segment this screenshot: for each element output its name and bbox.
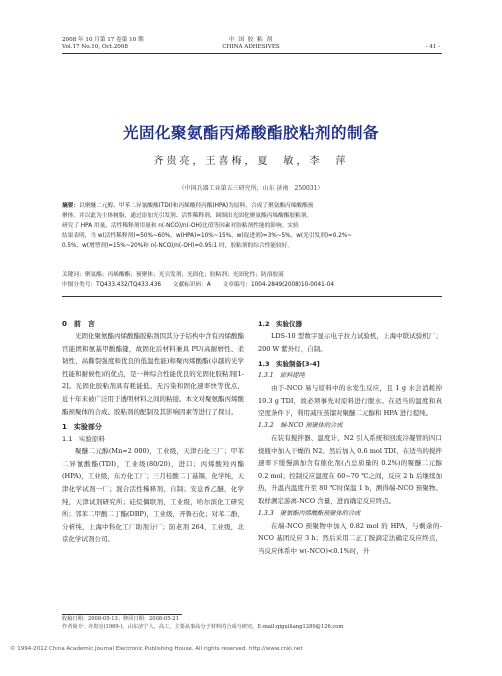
copyright-line bbox=[0, 646, 502, 652]
article-authors: 齐贵亮，王喜梅，夏 敏，李 萍 bbox=[153, 156, 349, 167]
copyright-text: © 1994-2012 China Academic Journal Electronic Publishing House. All rights reserved. http://www.cnki.net bbox=[10, 646, 303, 652]
document-code: 文献标识码：A bbox=[172, 281, 211, 288]
article-id: 文章编号：1004-2849(2008)10-0041-04 bbox=[222, 281, 335, 288]
paragraph: 在端-NCO 预聚物中加入 0.82 mol 的 HPA，与剩余的-NCO 基团反应 3 h；然后采用二正丁胺滴定法确定反应终点，当反应体系中 w(-NCO)<0.1%时，升 bbox=[258, 521, 442, 555]
left-column bbox=[62, 318, 244, 546]
abstract-block bbox=[62, 202, 442, 252]
journal-name-cn: 中 国 胶 粘 剂 bbox=[228, 37, 274, 43]
journal-name-en: CHINA ADHESIVES bbox=[222, 44, 280, 50]
issue-info-cn: 2008 年 10 月第 17 卷第 10 期 bbox=[62, 37, 144, 43]
footnote bbox=[62, 616, 442, 631]
subsection-heading: 1.3 实验制备[3-4] bbox=[258, 360, 320, 369]
subsubsection-heading: 1.3.2 端-NCO 预聚体的合成 bbox=[258, 421, 343, 429]
section-heading: 1 实验部分 bbox=[62, 423, 102, 432]
subsection-heading: 1.2 实验仪器 bbox=[258, 320, 303, 328]
issue-info-en: Vol.17 No.10, Oct.2008 bbox=[62, 44, 128, 50]
abstract-line: 以聚醚二元醇、甲苯二异氰酸酯(TDI)和丙烯酸羟丙酯(HPA)为原料，合成了聚氨酯丙烯酸酯预 bbox=[79, 203, 314, 209]
paragraph: LDS-10 型数字显示电子拉力试验机，上海中联试验机厂；200 W 紫外灯，自制。 bbox=[258, 332, 442, 353]
footnote-rule bbox=[62, 614, 182, 615]
paragraph: 聚醚二元醇(Mn=2 000)，工业级，天津石化三厂；甲苯二异氰酸酯(TDI)，工业级(80/20)，进口；丙烯酸羟丙酯(HPA)，工业级，东方化工厂；三月桂酸二丁基锡，化学纯，天津化学试剂一厂；混合活性稀释剂，自制；安息香乙醚，化学纯，天津试剂研究所；硅烷偶联剂，工业级，哈尔滨化工研究所；邻苯二甲酸二丁酯(DBP)，工业级，齐鲁石化；对苯二酚，分析纯，上海中科化工厂助剂分厂；防老剂 264，工业级，北京化学试剂公司。 bbox=[62, 447, 244, 544]
article-affiliation: （中国兵器工业第五三研究所，山东 济南 250031） bbox=[178, 185, 324, 192]
received-date: 收稿日期：2008-05-13；修回日期：2008-05-21 bbox=[62, 616, 179, 622]
abstract-label: 摘要： bbox=[62, 203, 80, 209]
article-title: 光固化聚氨酯丙烯酸酯胶粘剂的制备 bbox=[122, 124, 379, 142]
author-bio: 作者简介：齐贵亮(1969-)，山东济宁人，高工，主要从事高分子材料的合成与研究。E-mail:qiguiliang1289@126.com bbox=[62, 623, 344, 630]
clc-number: 中图分类号：TQ433.432/TQ433.436 bbox=[62, 281, 161, 288]
paragraph: 光固化聚氨酯丙烯酸酯胶粘剂因其分子结构中含有丙烯酸酯官能团和氨基甲酸酯键，故固化后材料兼具 PU(高耐磨性、柔韧性、高撕裂强度和优良的低温性能)和聚丙烯酸酯(卓越的光学性能和耐候性)的优点，是一种综合性能优良的光固化胶粘剂[1-2]。光固化胶粘剂具有耗能低、无污染和固化速率快等优点，近十年来被广泛用于透明材料之间的粘接。本文对聚氨酯丙烯酸酯预聚体的合成、胶粘剂的配制及其影响因素等进行了探讨。 bbox=[62, 332, 244, 416]
paragraph: 在装有搅拌器、温度计、N2 引入系统和回流冷凝管的四口烧瓶中加入干燥的 N2。然后加入 0.6 mol TDI，在适当的搅拌速率下缓慢滴加含有催化剂(占总质量的 0.2%)的聚醚二元醇 0.2 mol；控制反应温度在 60~70 ℃之间，反应 2 h 后继续加热，升温内温度升至 80 ℃时保温 1 h，测得端-NCO 预聚物。取样测定游离-NCO 含量，进而确定反应终点。 bbox=[258, 433, 442, 505]
subsubsection-heading: 1.3.1 原料提纯 bbox=[258, 372, 305, 380]
section-heading: 0 前 言 bbox=[62, 320, 95, 328]
abstract-rule bbox=[62, 296, 442, 297]
paragraph: 由于-NCO 易与原料中的水发生反应，且 1 g 水会消耗掉 19.3 g TDI，故必须事先对原料进行脱水。在适当的温度和真空度条件下，利用减压蒸馏对聚醚二元醇和 HPA 进行提纯。 bbox=[258, 384, 442, 418]
abstract-line: 研究了 HPA 用量、活性稀释剂用量和 n(-NCO)/n(-OH)比值等因素对胶粘剂性能的影响。实验 bbox=[62, 222, 299, 229]
header-rule bbox=[62, 53, 442, 54]
keywords: 关键词：聚氨酯；丙烯酸酯；预聚体；光引发剂；光固化；胶粘剂；光固化性；防溶胶液 bbox=[62, 272, 284, 278]
keywords-block bbox=[62, 271, 442, 291]
abstract-line: 结果表明，当 w(活性稀释剂)=50%~60%、w(HPA)=10%~15%、w(促进剂)=3%~5%、w(光引发剂)=0.2%~ bbox=[62, 232, 353, 239]
subsubsection-heading: 1.3.3 聚氨酯丙烯酸酯预聚体的合成 bbox=[258, 509, 361, 517]
subsection-heading: 1.1 实验原料 bbox=[62, 435, 105, 444]
abstract-line: 聚体。并以此为主体树脂，通过添加光引发剂、活性稀释剂，调制出光固化聚氨酯丙烯酸酯胶粘剂。 bbox=[62, 212, 313, 219]
abstract-line: 0.5%、w(增塑剂)=15%~20%和 n(-NCO)/n(-OH)=0.95:1 时，胶粘剂的综合性能较好。 bbox=[62, 242, 294, 249]
right-column bbox=[258, 318, 442, 557]
page-number: - 41 - bbox=[425, 44, 440, 50]
